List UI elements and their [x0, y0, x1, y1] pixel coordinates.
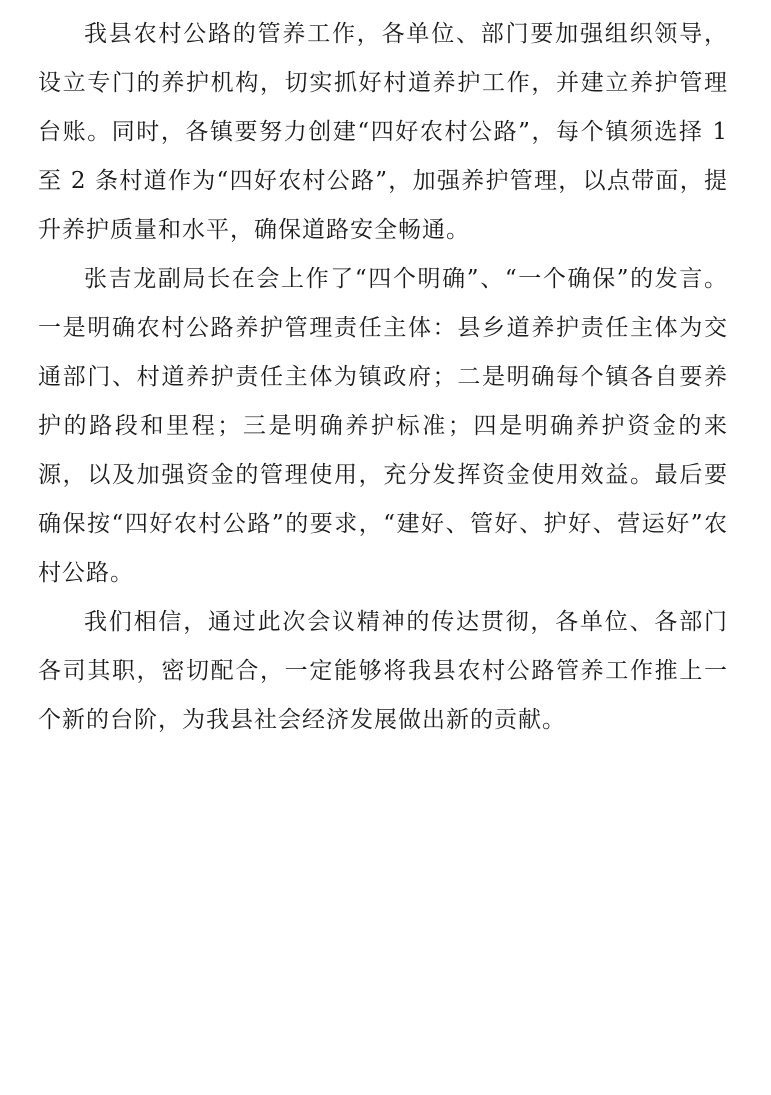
paragraph-conclusion: 我们相信，通过此次会议精神的传达贯彻，各单位、各部门各司其职，密切配合，一定能够将我县农村公路管养工作推上一个新的台阶，为我县社会经济发展做出新的贡献。	[38, 609, 728, 733]
paragraph-road-maintenance: 我县农村公路的管养工作，各单位、部门要加强组织领导，设立专门的养护机构，切实抓好村道养护工作，并建立养护管理台账。同时，各镇要努力创建“四好农村公路”，每个镇须选择 1 至 2 条村道作为“四好农村公路”，加强养护管理，以点带面，提升养护质量和水平，确保道路安全畅通。	[38, 21, 728, 243]
paragraph-speech: 张吉龙副局长在会上作了“四个明确”、“一个确保”的发言。一是明确农村公路养护管理责任主体：县乡道养护责任主体为交通部门、村道养护责任主体为镇政府；二是明确每个镇各自要养护的路段和里程；三是明确养护标准；四是明确养护资金的来源，以及加强资金的管理使用，充分发挥资金使用效益。最后要确保按“四好农村公路”的要求，“建好、管好、护好、营运好”农村公路。	[38, 266, 728, 586]
document-body	[38, 10, 728, 745]
